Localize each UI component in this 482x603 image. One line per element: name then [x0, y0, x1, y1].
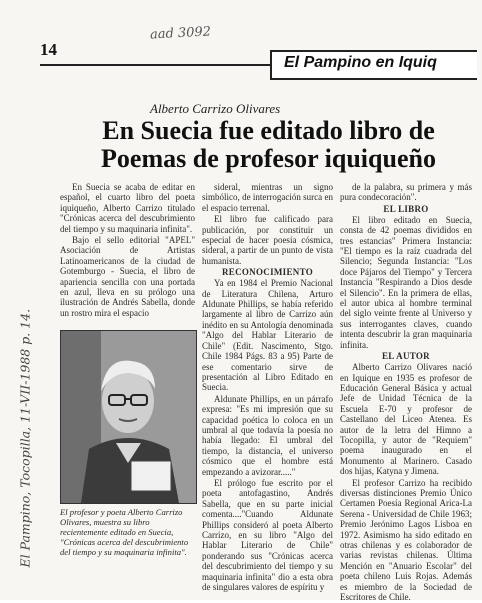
handwritten-archive-code: aad 3092: [149, 24, 212, 43]
text-column-1: [60, 182, 195, 319]
article-headline: [76, 117, 461, 173]
masthead-title: El Pampino en Iquiq: [284, 54, 437, 71]
section-heading: RECONOCIMIENTO: [221, 267, 314, 278]
headline-line-1: En Suecia fue editado libro de: [102, 116, 435, 145]
paragraph: El prólogo fue escrito por el poeta antofagastino, Andrés Sabella, que en su parte inicial comenta...."Cuando Aldunate Phillips consideró al poeta Alberto Carrizo, en su libro "Algo del Hablar Literario de Chile" ponderando sus "Crónicas acerca del descubrimiento del tiempo y su maquinaria infinita" dio a esta obra de singulares valores de espíritu y: [202, 477, 333, 593]
text-column-3: [340, 182, 472, 603]
handwritten-source-note: El Pampino, Tocopilla, 11-VII-1988 p. 14.: [17, 308, 33, 568]
paragraph: Ya en 1984 el Premio Nacional de Literatura Chilena, Arturo Aldunate Phillips, se había referido largamente al libro de Carrizo aún inédito en su Antología denominada "Algo del Hablar Literario de Chile" (Edit. Nascimento, Stgo. Chile 1984 Págs. 83 a 95) Parte de ese comentario sirve de presentación al Libro Editado en Suecia.: [202, 278, 333, 393]
portrait-illustration: [61, 331, 196, 503]
paragraph: El profesor Carrizo ha recibido diversas distinciones Premio Único Certamen Poesía Regional Arica-La Serena - Universidad de Chile 1963; Premio Jerónimo Lagos Lisboa en 1972. Asimismo ha sido editado en otras chilenas y es colaborador de varias revistas chilenas. Última Mención en "Anuario Escolar" del poeta chileno Luis Rojas. Además es miembro de la Sociedad de Escritores de Chile.: [340, 477, 472, 603]
page-number: 14: [40, 40, 57, 59]
header-rule: [40, 64, 270, 66]
text-column-2: [202, 182, 333, 593]
paragraph: Bajo el sello editorial "APEL" Asociación de Artistas Latinoamericanos de la ciudad de Gotemburgo - Suecia, el libro de apariencia sencilla con una portada en azul, lleva en su prólogo una ilustración de Andrés Sabella, donde un rostro mira el espacio: [60, 235, 195, 318]
photo-caption: El profesor y poeta Alberto Carrizo Olivares, muestra su libro recientemente editado en Suecia, "Crónicas acerca del descubrimiento del tiempo y su maquinaria infinita".: [60, 507, 189, 557]
author-photo: [60, 330, 197, 504]
paragraph: El libro editado en Suecia, consta de 42 poemas divididos en tres estancias" Primera Instancia: "El tiempo es la raíz cuadrada del Silencio; Segunda Instancia: "Los doce Pájaros del Tiempo" y Tercera Instancia "Respirando a Dios desde el Silencio". En la primera de ellas, el autor ubica al hombre terminal del siglo veinte frente al Universo y sus interrogantes claves, cuando intenta descubrir la gran maquinaria infinita.: [340, 214, 472, 350]
paragraph: Alberto Carrizo Olivares nació en Iquique en 1935 es profesor de Educación General Básica y actual Jefe de Unidad Técnica de la Escuela E-70 y profesor de Castellano del Liceo Atenea. Es autor de la letra del Himno a Tocopilla, y autor de "Requiem" poema inaugurado en el Monumento al Marinero. Casado dos hijas, Katyna y Jimena.: [340, 362, 472, 477]
paragraph: En Suecia se acaba de editar en español, el cuarto libro del poeta iquiqueño, Alberto Carrizo titulado "Crónicas acerca del descubrimiento del tiempo y su maquinaria infinita".: [60, 182, 195, 234]
paragraph: Aldunate Phillips, en un párrafo expresa: "Es mi impresión que su capacidad poética lo coloca en un umbral al que todavía la poesía no había llegado: El umbral del tiempo, la distancia, el universo cósmico que el hombre está empezando a avizorar.....": [202, 393, 333, 477]
paragraph: El libro fue calificado para publicación, por constituir un especial de hacer poesía cósmica, sideral, a partir de un punto de vista humanista.: [202, 214, 333, 266]
masthead-box: [270, 50, 477, 80]
paragraph: sideral, mientras un signo simbólico, de interrogación surca en el espacio terrenal.: [202, 182, 333, 213]
section-heading: EL AUTOR: [381, 351, 430, 362]
article-author: Alberto Carrizo Olivares: [150, 101, 281, 116]
headline-line-2: Poemas de profesor iquiqueño: [101, 144, 436, 173]
paragraph: de la palabra, su primera y más pura condecoración".: [340, 182, 472, 203]
section-heading: EL LIBRO: [383, 203, 429, 214]
